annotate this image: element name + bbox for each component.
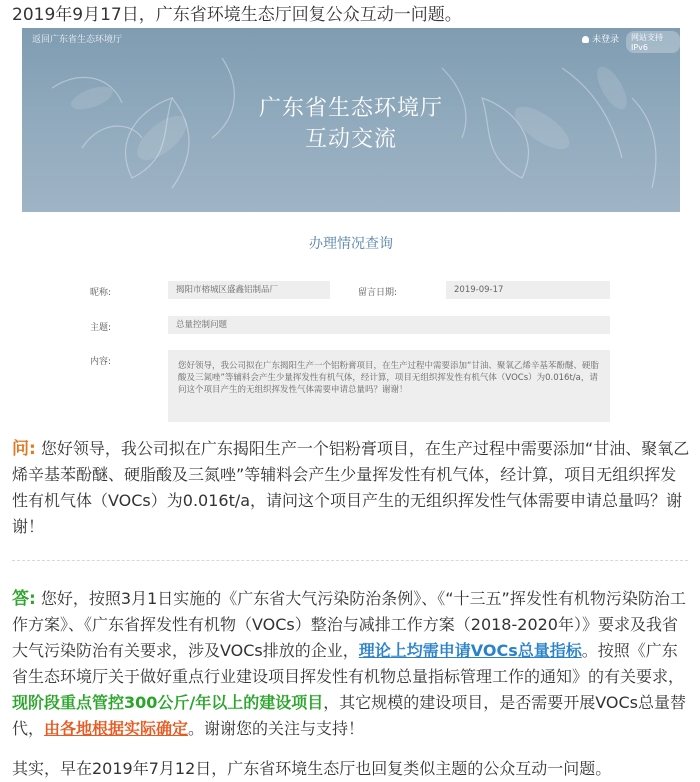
answer-highlight-key-control: 现阶段重点管控300公斤/年以上的建设项目 [12, 693, 324, 712]
divider [12, 560, 688, 561]
answer-block [12, 586, 690, 742]
back-to-home-link[interactable]: 返回广东省生态环境厅 [32, 35, 123, 45]
answer-text-3: ，其它规模的建设项目，是否需要开展VOCs总量替代， [12, 693, 687, 738]
outro-text: 其实，早在2019年7月12日，广东省环境生态厅也回复类似主题的公众互动一问题。 [12, 759, 612, 778]
website-screenshot [22, 28, 680, 428]
subject-field: 总量控制问题 [168, 316, 610, 334]
site-topbar [22, 28, 680, 50]
question-block [12, 436, 690, 540]
answer-highlight-total-quota: 理论上均需申请VOCs总量指标 [358, 641, 582, 660]
content-label: 内容: [90, 357, 112, 367]
section-title: 办理情况查询 [309, 236, 393, 252]
login-label: 未登录 [592, 35, 620, 45]
site-banner [22, 28, 680, 212]
banner-title: 广东省生态环境厅 [258, 96, 443, 121]
date-field: 2019-09-17 [446, 281, 610, 299]
answer-text-1: 您好，按照3月1日实施的《广东省大气污染防治条例》、《“十三五”挥发性有机物污染防治工作方案》、《广东省挥发性有机物（VOCs）整治与减排工作方案（2018-2020年）》要求及我省大气污染防治有关要求，涉及VOCs排放的企业， [12, 589, 686, 660]
date-label: 留言日期: [358, 288, 398, 298]
nickname-label: 昵称: [90, 288, 112, 298]
answer-text-2: 。按照《广东省生态环境厅关于做好重点行业建设项目挥发性有机物总量指标管理工作的通知》的有关要求， [12, 641, 685, 686]
ipv6-badge: 网站支持IPv6 [626, 31, 680, 53]
question-marker: 问: [12, 439, 36, 459]
user-icon [582, 36, 589, 43]
answer-marker: 答: [12, 589, 36, 609]
intro-text: 2019年9月17日，广东省环境生态厅回复公众互动一问题。 [12, 5, 462, 25]
answer-text-4: 。谢谢您的关注与支持！ [188, 719, 365, 738]
subject-label: 主题: [90, 323, 112, 333]
answer-highlight-local-decision: 由各地根据实际确定 [44, 719, 189, 738]
nickname-field: 揭阳市榕城区盛鑫铝制品厂 [168, 281, 330, 299]
content-field: 您好领导，我公司拟在广东揭阳生产一个铝粉膏项目，在生产过程中需要添加“甘油、聚氧乙烯辛基苯酚醚、硬脂酸及三氮唑”等辅料会产生少量挥发性有机气体，经计算，项目无组织挥发性有机气体（VOCs）为0.016t/a，请问这个项目产生的无组织挥发性气体需要申请总量吗？谢谢！ [168, 350, 610, 422]
login-link[interactable] [582, 32, 619, 45]
banner-subtitle: 互动交流 [304, 127, 397, 152]
question-text: 您好领导，我公司拟在广东揭阳生产一个铝粉膏项目，在生产过程中需要添加“甘油、聚氧乙烯辛基苯酚醚、硬脂酸及三氮唑”等辅料会产生少量挥发性有机气体，经计算，项目无组织挥发性有机气体（VOCs）为0.016t/a，请问这个项目产生的无组织挥发性气体需要申请总量吗？谢谢！ [12, 439, 690, 536]
